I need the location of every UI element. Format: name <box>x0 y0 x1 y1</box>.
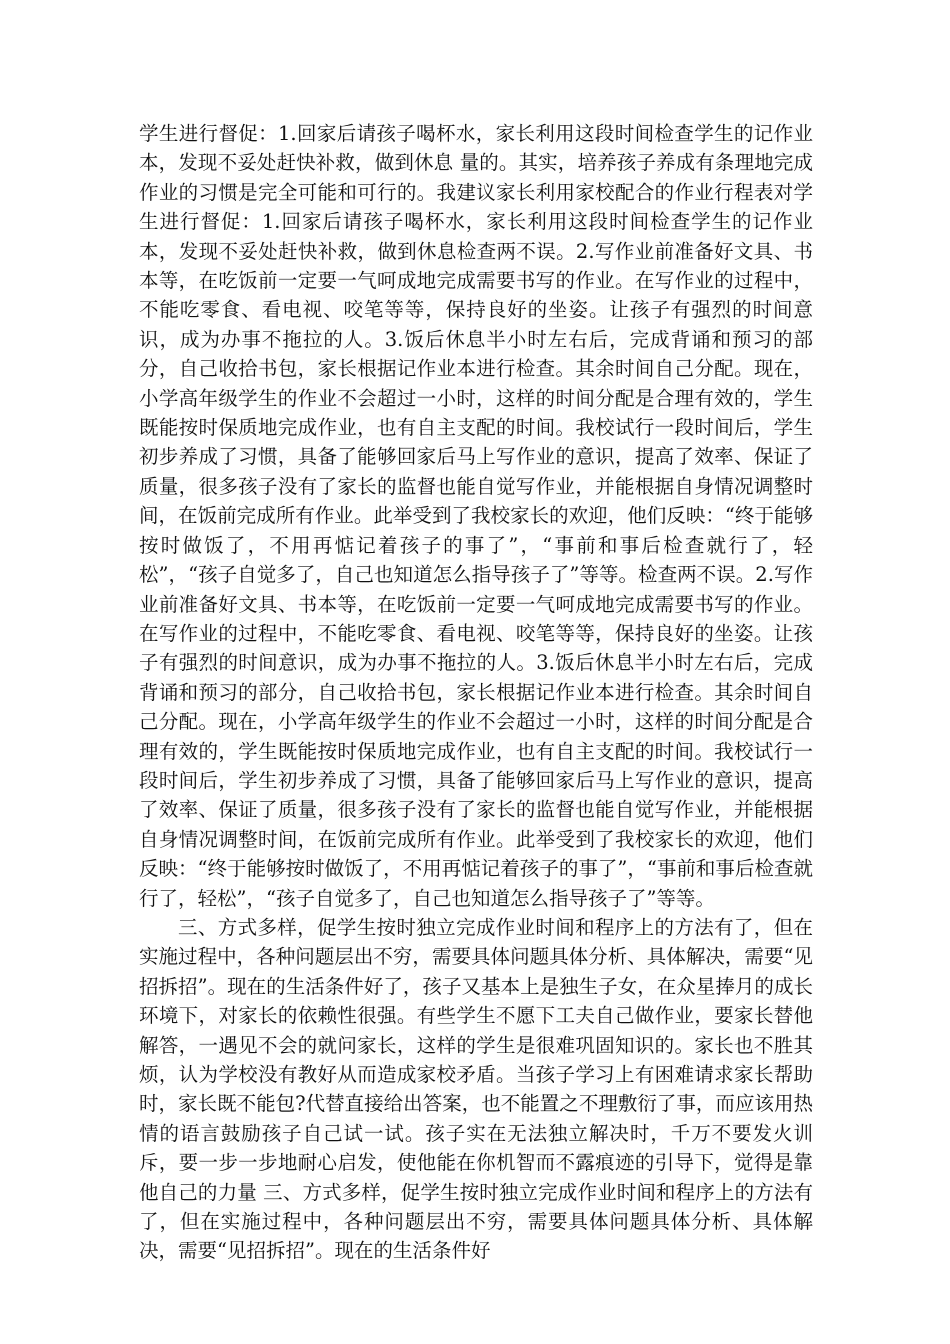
paragraph-homework-schedule: 学生进行督促：1.回家后请孩子喝杯水，家长利用这段时间检查学生的记作业本，发现不妥处赶快补救，做到休息 量的。其实，培养孩子养成有条理地完成作业的习惯是完全可能和可行的。我建议家长利用家校配合的作业行程表对学生进行督促：1.回家后请孩子喝杯水，家长利用这段时间检查学生的记作业本，发现不妥处赶快补救，做到休息检查两不误。2.写作业前准备好文具、书本等，在吃饭前一定要一气呵成地完成需要书写的作业。在写作业的过程中，不能吃零食、看电视、咬笔等等，保持良好的坐姿。让孩子有强烈的时间意识，成为办事不拖拉的人。3.饭后休息半小时左右后，完成背诵和预习的部分，自己收拾书包，家长根据记作业本进行检查。其余时间自己分配。现在，小学高年级学生的作业不会超过一小时，这样的时间分配是合理有效的，学生既能按时保质地完成作业，也有自主支配的时间。我校试行一段时间后，学生初步养成了习惯，具备了能够回家后马上写作业的意识，提高了效率、保证了质量，很多孩子没有了家长的监督也能自觉写作业，并能根据自身情况调整时间，在饭前完成所有作业。此举受到了我校家长的欢迎，他们反映：“终于能够按时做饭了，不用再惦记着孩子的事了”，“事前和事后检查就行了，轻松”，“孩子自觉多了，自己也知道怎么指导孩子了”等等。检查两不误。2.写作业前准备好文具、书本等，在吃饭前一定要一气呵成地完成需要书写的作业。在写作业的过程中，不能吃零食、看电视、咬笔等等，保持良好的坐姿。让孩子有强烈的时间意识，成为办事不拖拉的人。3.饭后休息半小时左右后，完成背诵和预习的部分，自己收拾书包，家长根据记作业本进行检查。其余时间自己分配。现在，小学高年级学生的作业不会超过一小时，这样的时间分配是合理有效的，学生既能按时保质地完成作业，也有自主支配的时间。我校试行一段时间后，学生初步养成了习惯，具备了能够回家后马上写作业的意识，提高了效率、保证了质量，很多孩子没有了家长的监督也能自觉写作业，并能根据自身情况调整时间，在饭前完成所有作业。此举受到了我校家长的欢迎，他们反映：“终于能够按时做饭了，不用再惦记着孩子的事了”，“事前和事后检查就行了，轻松”，“孩子自觉多了，自己也知道怎么指导孩子了”等等。 <box>139 122 813 910</box>
body-text <box>139 119 813 1266</box>
paragraph-section-three: 三、方式多样，促学生按时独立完成作业时间和程序上的方法有了，但在实施过程中，各种问题层出不穷，需要具体问题具体分析、具体解决，需要“见招拆招”。现在的生活条件好了，孩子又基本上是独生子女，在众星捧月的成长环境下，对家长的依赖性很强。有些学生不愿下工夫自己做作业，要家长替他解答，一遇见不会的就问家长，这样的学生是很难巩固知识的。家长也不胜其烦，认为学校没有教好从而造成家校矛盾。当孩子学习上有困难请求家长帮助时，家长既不能包?代替直接给出答案，也不能置之不理敷衍了事，而应该用热情的语言鼓励孩子自己试一试。孩子实在无法独立解决时，千万不要发火训斥，要一步一步地耐心启发，使他能在你机智而不露痕迹的引导下，觉得是靠他自己的力量 三、方式多样，促学生按时独立完成作业时间和程序上的方法有了，但在实施过程中，各种问题层出不穷，需要具体问题具体分析、具体解决，需要“见招拆招”。现在的生活条件好 <box>139 915 813 1263</box>
